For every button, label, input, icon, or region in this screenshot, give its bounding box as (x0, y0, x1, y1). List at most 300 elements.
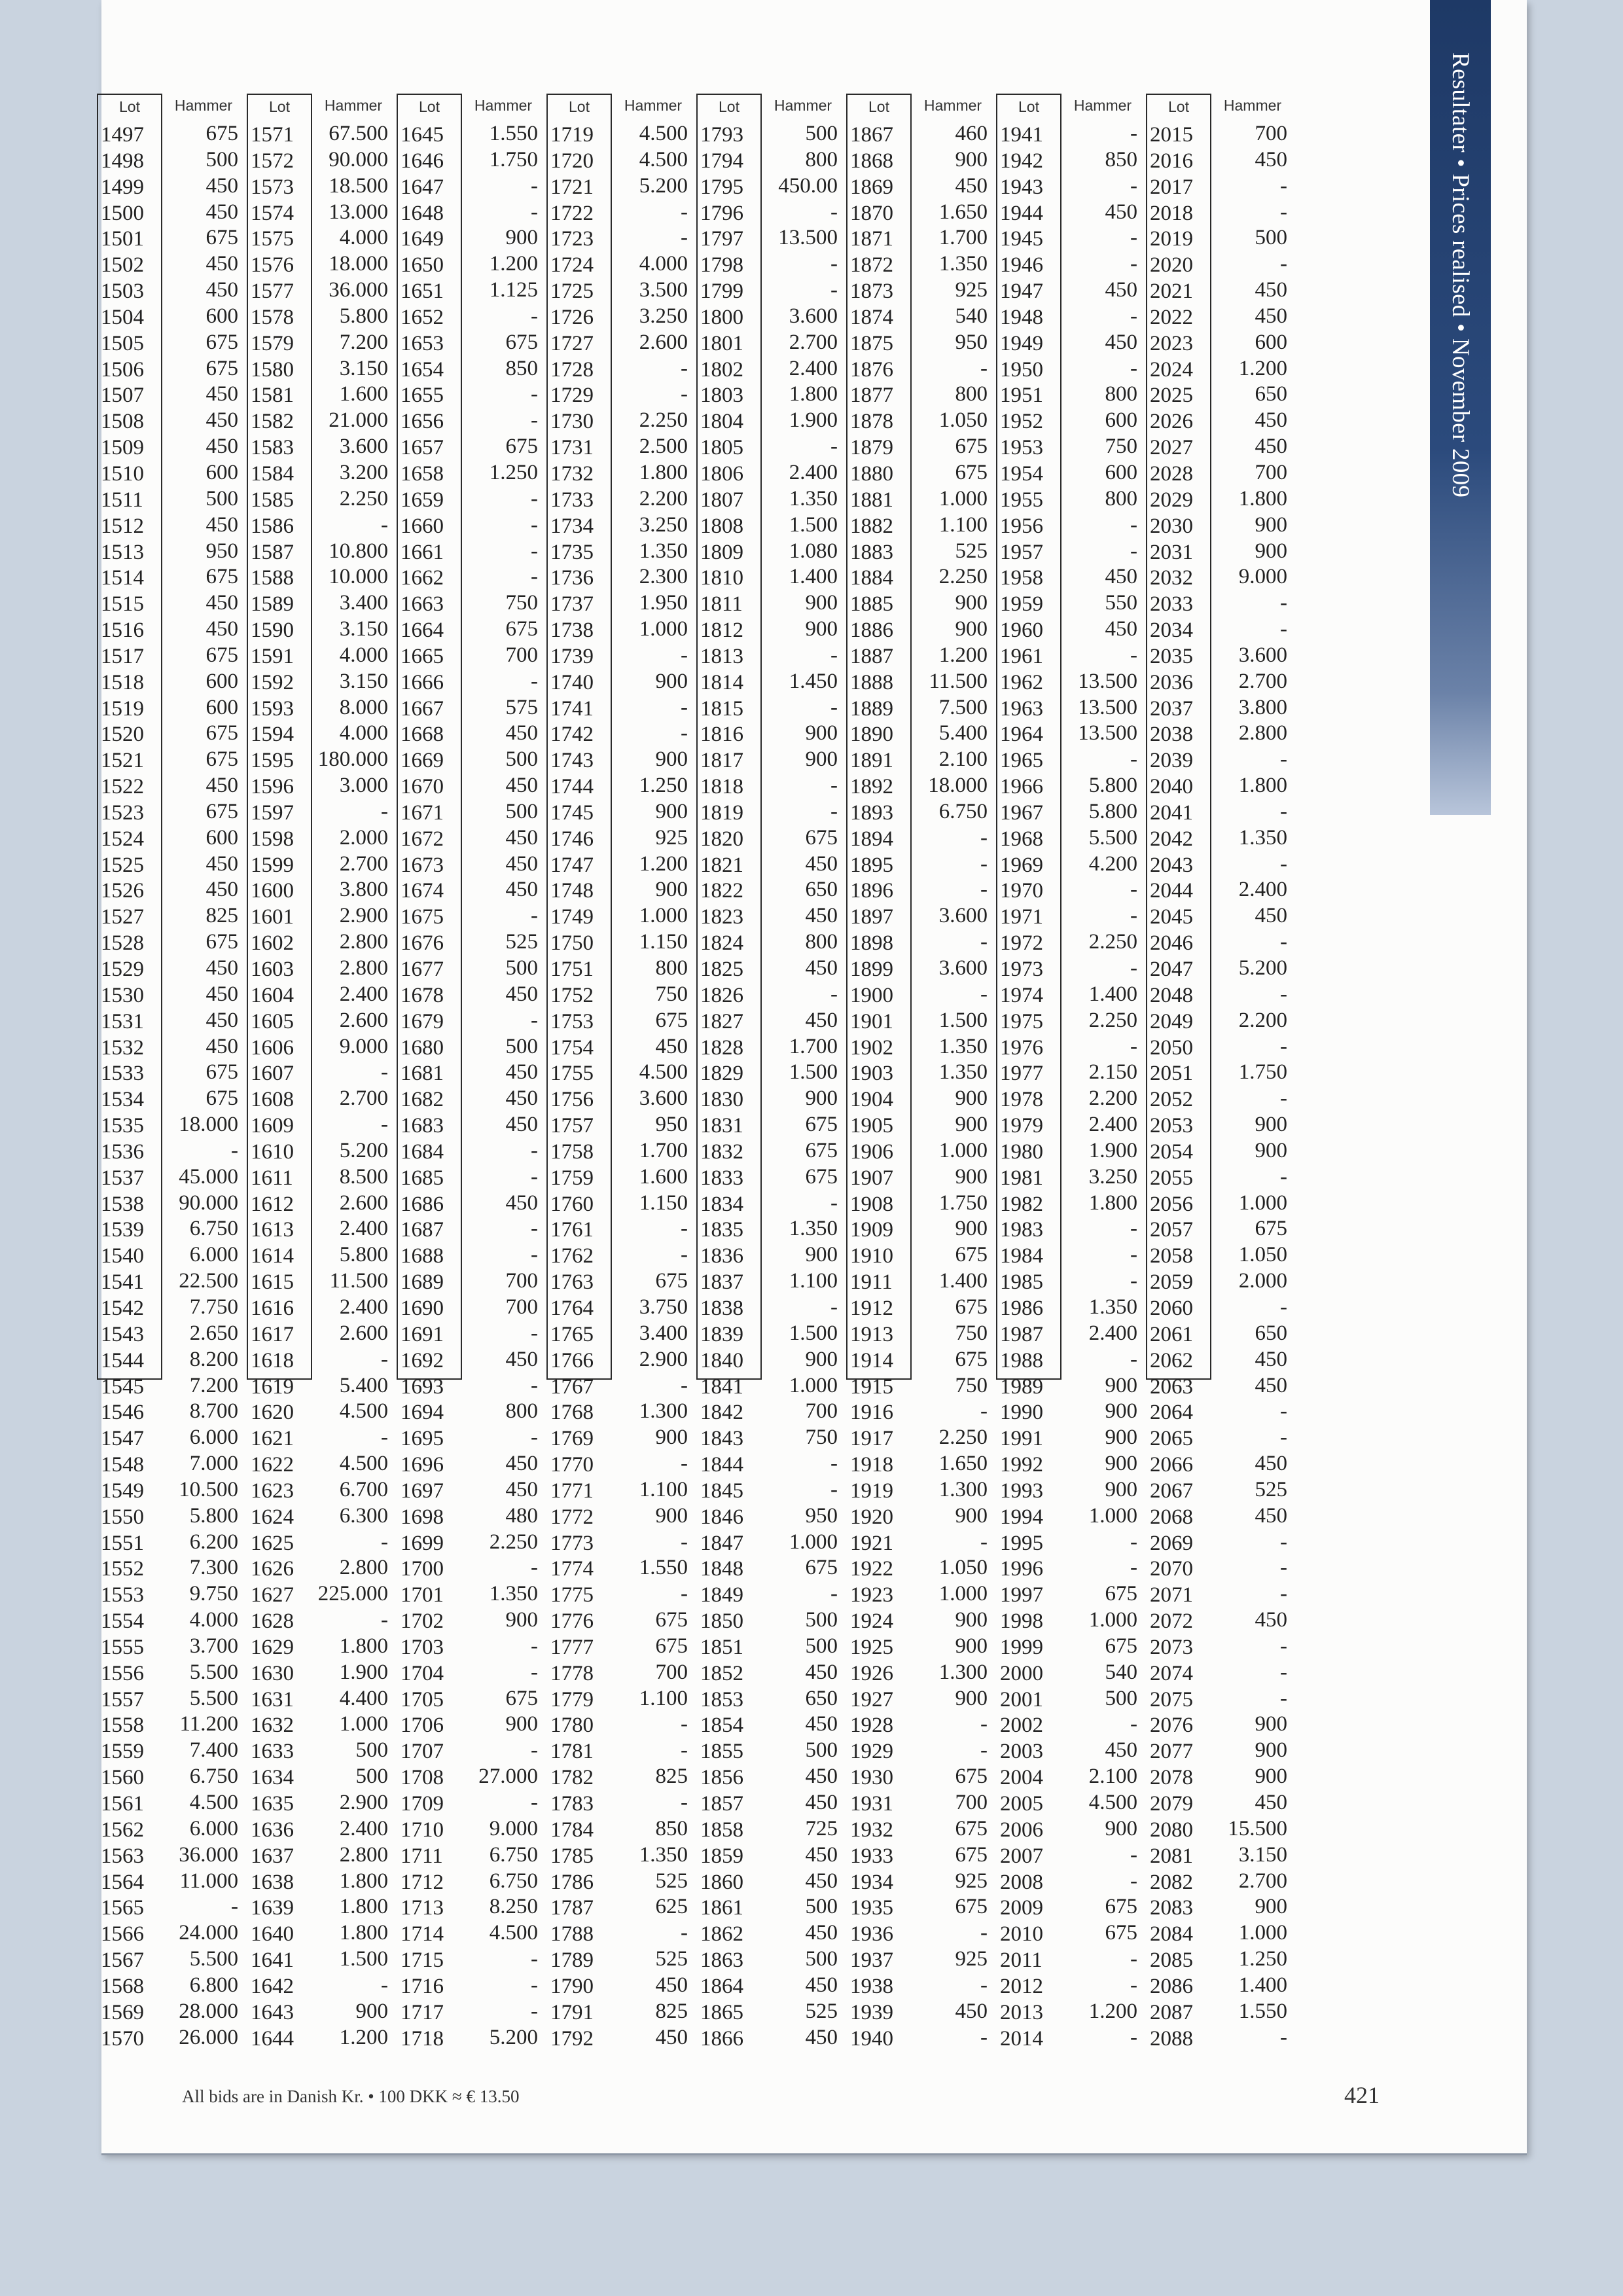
lot-number: 1913 (850, 1322, 893, 1346)
lot-number: 1556 (101, 1661, 144, 1685)
hammer-price: 900 (655, 878, 688, 902)
lot-number: 1840 (700, 1348, 743, 1372)
hammer-price: 450 (205, 1034, 238, 1058)
lot-header: Lot (1168, 98, 1189, 115)
lot-number: 1980 (1000, 1139, 1043, 1164)
hammer-price: - (980, 930, 988, 954)
hammer-price: 1.050 (1238, 1243, 1287, 1267)
hammer-price: 675 (205, 356, 238, 380)
hammer-price: 2.200 (639, 486, 688, 511)
lot-number: 1830 (700, 1088, 743, 1112)
hammer-price: 450 (205, 878, 238, 902)
hammer-price: 675 (505, 330, 538, 354)
hammer-price: 2.400 (1238, 878, 1287, 902)
hammer-price: - (1280, 1530, 1287, 1554)
hammer-price: 13.500 (778, 226, 838, 250)
hammer-price: 2.400 (1088, 1321, 1137, 1345)
hammer-price: 6.000 (189, 1816, 238, 1840)
lot-number: 1613 (251, 1218, 294, 1242)
lot-number: 2077 (1150, 1740, 1193, 1764)
hammer-price: 2.700 (1238, 1869, 1287, 1893)
hammer-price: - (980, 2025, 988, 2049)
hammer-price: 450 (805, 1973, 838, 1997)
lot-number: 1753 (550, 1009, 594, 1033)
lot-number: 1554 (101, 1609, 144, 1634)
lot-number: 1608 (251, 1088, 294, 1112)
lot-number: 2070 (1150, 1557, 1193, 1581)
lot-number: 1596 (251, 775, 294, 799)
lot-number: 1813 (700, 644, 743, 668)
lot-number: 1942 (1000, 149, 1043, 173)
hammer-price: - (1130, 1347, 1137, 1371)
hammer-price: 900 (805, 1243, 838, 1267)
lot-column (846, 94, 912, 2051)
hammer-price: 2.200 (1238, 1008, 1287, 1032)
hammer-price: 2.100 (938, 747, 988, 772)
hammer-header: Hammer (474, 97, 533, 114)
lot-number: 1681 (401, 1062, 444, 1086)
hammer-price: 2.300 (639, 565, 688, 589)
hammer-price: - (531, 486, 538, 511)
hammer-price: 3.600 (789, 304, 838, 328)
lot-number: 1697 (401, 1479, 444, 1503)
lot-column (1146, 94, 1211, 2051)
hammer-price: 1.000 (938, 1582, 988, 1606)
lot-number: 1742 (550, 723, 594, 747)
lot-number: 1789 (550, 1948, 594, 1973)
hammer-price: 500 (505, 956, 538, 980)
hammer-price: 2.500 (639, 435, 688, 459)
hammer-price: 5.200 (639, 173, 688, 198)
lot-number: 1524 (101, 827, 144, 851)
hammer-price: 6.750 (938, 799, 988, 823)
lot-number: 1812 (700, 619, 743, 643)
hammer-price: 900 (355, 1999, 388, 2023)
hammer-price: 3.250 (639, 512, 688, 537)
hammer-price: 1.900 (339, 1660, 388, 1684)
lot-number: 1770 (550, 1453, 594, 1477)
lot-number: 1689 (401, 1270, 444, 1295)
lot-number: 1507 (101, 384, 144, 408)
hammer-price: 6.750 (189, 1765, 238, 1789)
lot-number: 1864 (700, 1974, 743, 1998)
hammer-price: - (1280, 852, 1287, 876)
hammer-price: 800 (1105, 382, 1137, 406)
hammer-price: 1.750 (938, 1191, 988, 1215)
lot-number: 1878 (850, 410, 893, 434)
lot-number: 1948 (1000, 305, 1043, 329)
hammer-price: - (1280, 747, 1287, 772)
lot-number: 1934 (850, 1870, 893, 1894)
lot-number: 1643 (251, 2000, 294, 2024)
hammer-price: - (980, 852, 988, 876)
hammer-price: 450 (505, 878, 538, 902)
hammer-price: 1.400 (1088, 982, 1137, 1006)
hammer-price: 4.500 (1088, 1791, 1137, 1814)
hammer-price: 1.000 (639, 617, 688, 641)
hammer-price: 3.600 (938, 956, 988, 980)
lot-number: 1820 (700, 827, 743, 851)
hammer-price: 500 (805, 1738, 838, 1763)
lot-number: 1859 (700, 1844, 743, 1868)
hammer-price: 1.050 (938, 408, 988, 433)
hammer-price: - (830, 1477, 838, 1501)
lot-number: 1578 (251, 305, 294, 329)
hammer-price: - (681, 382, 688, 406)
hammer-price: 675 (655, 1608, 688, 1632)
lot-number: 1530 (101, 983, 144, 1007)
lot-number: 1536 (101, 1139, 144, 1164)
lot-number: 1550 (101, 1505, 144, 1529)
hammer-price: - (830, 278, 838, 302)
hammer-price: - (531, 1426, 538, 1450)
lot-number: 1884 (850, 566, 893, 590)
hammer-price: - (681, 695, 688, 719)
lot-number: 2030 (1150, 514, 1193, 538)
hammer-price: - (681, 1530, 688, 1554)
hammer-price: 675 (1105, 1582, 1137, 1606)
hammer-price: 1.400 (789, 565, 838, 589)
hammer-price: 600 (205, 304, 238, 328)
lot-number: 1558 (101, 1713, 144, 1738)
lot-number: 1545 (101, 1374, 144, 1399)
hammer-price: 900 (955, 1164, 988, 1189)
lot-number: 1635 (251, 1792, 294, 1816)
hammer-price: 1.800 (339, 1869, 388, 1893)
lot-number: 1776 (550, 1609, 594, 1634)
lot-number: 1646 (401, 149, 444, 173)
hammer-price: 450 (805, 1765, 838, 1789)
lot-number: 2082 (1150, 1870, 1193, 1894)
hammer-price: 900 (955, 147, 988, 171)
lot-number: 1705 (401, 1687, 444, 1712)
hammer-price: 1.350 (489, 1582, 538, 1606)
hammer-price: 450 (805, 1869, 838, 1893)
lot-number: 1819 (700, 800, 743, 825)
lot-number: 2012 (1000, 1974, 1043, 1998)
lot-number: 1543 (101, 1322, 144, 1346)
hammer-price: - (980, 356, 988, 380)
lot-number: 1846 (700, 1505, 743, 1529)
lot-number: 1773 (550, 1531, 594, 1555)
hammer-price: 18.000 (329, 252, 388, 276)
hammer-price: 2.100 (1088, 1765, 1137, 1789)
hammer-price: 450 (805, 852, 838, 876)
lot-number: 1881 (850, 488, 893, 512)
lot-number: 1683 (401, 1114, 444, 1138)
hammer-price: 625 (655, 1895, 688, 1919)
lot-number: 1555 (101, 1635, 144, 1659)
lot-number: 1533 (101, 1062, 144, 1086)
hammer-price: 6.750 (189, 1217, 238, 1241)
lot-number: 1946 (1000, 253, 1043, 278)
lot-number: 1842 (700, 1401, 743, 1425)
hammer-price: 950 (955, 330, 988, 354)
hammer-price: 5.800 (1088, 799, 1137, 823)
hammer-price: 1.800 (1238, 486, 1287, 511)
lot-number: 1499 (101, 175, 144, 199)
hammer-price: 600 (205, 695, 238, 719)
lot-number: 1642 (251, 1974, 294, 1998)
hammer-price: - (1130, 747, 1137, 772)
hammer-price: - (681, 1921, 688, 1945)
lot-number: 1944 (1000, 201, 1043, 225)
hammer-price: 650 (1255, 1321, 1287, 1345)
hammer-price: 675 (955, 1842, 988, 1867)
lot-number: 1623 (251, 1479, 294, 1503)
hammer-price: 1.350 (789, 1217, 838, 1241)
hammer-price: 600 (205, 460, 238, 484)
lot-number: 1888 (850, 670, 893, 694)
hammer-price: 450 (955, 173, 988, 198)
hammer-price: - (531, 1243, 538, 1267)
hammer-price: - (531, 1738, 538, 1763)
hammer-price: 3.400 (339, 591, 388, 615)
hammer-price: 450 (205, 591, 238, 615)
hammer-price: - (681, 643, 688, 667)
hammer-price: - (531, 565, 538, 589)
lot-number: 1498 (101, 149, 144, 173)
lot-number: 1612 (251, 1192, 294, 1216)
hammer-price: 675 (655, 1634, 688, 1658)
hammer-price: 850 (1105, 147, 1137, 171)
lot-number: 1777 (550, 1635, 594, 1659)
lot-number: 2056 (1150, 1192, 1193, 1216)
hammer-price: 450 (505, 1191, 538, 1215)
hammer-price: - (381, 799, 388, 823)
lot-number: 1698 (401, 1505, 444, 1529)
hammer-price: 6.300 (339, 1503, 388, 1528)
hammer-column (1214, 94, 1291, 2049)
hammer-price: 5.200 (339, 1138, 388, 1162)
lot-number: 1827 (700, 1009, 743, 1033)
lot-number: 1664 (401, 619, 444, 643)
hammer-price: 450 (205, 956, 238, 980)
lot-number: 2067 (1150, 1479, 1193, 1503)
lot-number: 1929 (850, 1740, 893, 1764)
hammer-price: 900 (955, 617, 988, 641)
lot-number: 1744 (550, 775, 594, 799)
hammer-price: - (1280, 930, 1287, 954)
lot-column (247, 94, 312, 2051)
lot-number: 1939 (850, 2000, 893, 2024)
hammer-price: 1.450 (789, 669, 838, 693)
lot-number: 1920 (850, 1505, 893, 1529)
lot-number: 2044 (1150, 879, 1193, 903)
hammer-price: 1.300 (938, 1477, 988, 1501)
hammer-price: - (531, 1999, 538, 2023)
hammer-price: 450 (205, 173, 238, 198)
hammer-price: - (681, 1582, 688, 1606)
hammer-price: 450 (505, 825, 538, 850)
lot-number: 1764 (550, 1296, 594, 1320)
hammer-price: 4.400 (339, 1686, 388, 1710)
lot-number: 1644 (251, 2026, 294, 2051)
hammer-price: 900 (1105, 1452, 1137, 1476)
hammer-price: 900 (1255, 1712, 1287, 1736)
lot-number: 1955 (1000, 488, 1043, 512)
hammer-price: 7.500 (938, 695, 988, 719)
hammer-price: 450 (1105, 565, 1137, 589)
hammer-price: 1.200 (938, 643, 988, 667)
lot-number: 1638 (251, 1870, 294, 1894)
hammer-price: 650 (805, 878, 838, 902)
lot-number: 1725 (550, 279, 594, 304)
hammer-price: 1.500 (938, 1008, 988, 1032)
hammer-price: - (531, 1556, 538, 1580)
lot-number: 1915 (850, 1374, 893, 1399)
lot-number: 2049 (1150, 1009, 1193, 1033)
lot-number: 1935 (850, 1896, 893, 1920)
lot-number: 1636 (251, 1818, 294, 1842)
hammer-price: 480 (505, 1503, 538, 1528)
hammer-price: - (681, 356, 688, 380)
hammer-price: 450 (205, 774, 238, 798)
lot-number: 1685 (401, 1166, 444, 1190)
hammer-price: - (531, 1791, 538, 1814)
hammer-price: 2.900 (639, 1347, 688, 1371)
hammer-price: 5.500 (189, 1947, 238, 1971)
lot-number: 2009 (1000, 1896, 1043, 1920)
hammer-price: 6.700 (339, 1477, 388, 1501)
lot-number: 1607 (251, 1062, 294, 1086)
hammer-price: 900 (1255, 1113, 1287, 1137)
hammer-price: 500 (805, 122, 838, 145)
hammer-price: 8.500 (339, 1164, 388, 1189)
lot-number: 1810 (700, 566, 743, 590)
lot-number: 1937 (850, 1948, 893, 1973)
hammer-price: 1.000 (789, 1530, 838, 1554)
lot-number: 1951 (1000, 384, 1043, 408)
lot-number: 1855 (700, 1740, 743, 1764)
hammer-price: 450 (205, 852, 238, 876)
hammer-price: 2.700 (339, 1086, 388, 1111)
lot-number: 1703 (401, 1635, 444, 1659)
lot-number: 1520 (101, 723, 144, 747)
lot-number: 1756 (550, 1088, 594, 1112)
hammer-price: 950 (655, 1113, 688, 1137)
lot-number: 1529 (101, 958, 144, 981)
lot-number: 1938 (850, 1974, 893, 1998)
lot-number: 1917 (850, 1427, 893, 1451)
lot-number: 1542 (101, 1296, 144, 1320)
lot-number: 1605 (251, 1009, 294, 1033)
lot-number: 1754 (550, 1035, 594, 1060)
lot-number: 1867 (850, 123, 893, 147)
hammer-price: - (1130, 956, 1137, 980)
lot-number: 1803 (700, 384, 743, 408)
lot-number: 2078 (1150, 1766, 1193, 1790)
lot-number: 1816 (700, 723, 743, 747)
lot-number: 1677 (401, 958, 444, 981)
lot-number: 1747 (550, 853, 594, 877)
lot-column (546, 94, 612, 2051)
lot-number: 1547 (101, 1427, 144, 1451)
hammer-price: 450 (505, 982, 538, 1006)
lot-number: 1845 (700, 1479, 743, 1503)
lot-number: 1796 (700, 201, 743, 225)
hammer-price: 5.800 (189, 1503, 238, 1528)
hammer-price: - (1130, 1947, 1137, 1971)
lot-number: 1606 (251, 1035, 294, 1060)
hammer-price: 9.750 (189, 1582, 238, 1606)
lot-number: 1847 (700, 1531, 743, 1555)
hammer-price: 36.000 (179, 1842, 238, 1867)
hammer-price: 3.400 (639, 1321, 688, 1345)
hammer-price: - (1130, 122, 1137, 145)
lot-number: 2076 (1150, 1713, 1193, 1738)
hammer-price: 900 (1105, 1477, 1137, 1501)
hammer-price: 675 (805, 1164, 838, 1189)
hammer-price: 2.400 (789, 356, 838, 380)
lot-number: 2068 (1150, 1505, 1193, 1529)
lot-number: 1579 (251, 331, 294, 355)
hammer-price: 450 (1105, 1738, 1137, 1763)
lot-number: 1861 (700, 1896, 743, 1920)
hammer-price: 5.800 (1088, 774, 1137, 798)
hammer-price: 1.400 (1238, 1973, 1287, 1997)
lot-number: 1540 (101, 1244, 144, 1268)
hammer-price: 450 (1105, 617, 1137, 641)
hammer-price: 525 (655, 1947, 688, 1971)
lot-number: 2025 (1150, 384, 1193, 408)
lot-number: 1873 (850, 279, 893, 304)
lot-number: 1702 (401, 1609, 444, 1634)
lot-number: 2062 (1150, 1348, 1193, 1372)
hammer-price: - (381, 1347, 388, 1371)
lot-number: 1850 (700, 1609, 743, 1634)
hammer-price: 925 (955, 1947, 988, 1971)
lot-number: 1885 (850, 592, 893, 617)
hammer-price: 4.500 (189, 1791, 238, 1814)
hammer-price: 2.400 (339, 1217, 388, 1241)
lot-number: 1665 (401, 644, 444, 668)
hammer-price: - (231, 1138, 238, 1162)
hammer-price: 800 (805, 147, 838, 171)
lot-number: 2079 (1150, 1792, 1193, 1816)
lot-number: 2040 (1150, 775, 1193, 799)
lot-number: 1832 (700, 1139, 743, 1164)
hammer-price: 1.000 (789, 1373, 838, 1397)
hammer-price: - (381, 1113, 388, 1137)
lot-number: 1869 (850, 175, 893, 199)
lot-number: 1953 (1000, 436, 1043, 460)
lot-number: 2081 (1150, 1844, 1193, 1868)
lot-number: 1497 (101, 123, 144, 147)
hammer-price: 1.350 (938, 1034, 988, 1058)
sidebar-title: Resultater • Prices realised • November 2009 (1447, 52, 1474, 498)
hammer-price: 2.800 (339, 1556, 388, 1580)
hammer-price: 1.600 (639, 1164, 688, 1189)
lot-number: 1958 (1000, 566, 1043, 590)
hammer-price: 2.000 (339, 825, 388, 850)
lot-number: 2000 (1000, 1661, 1043, 1685)
lot-number: 2055 (1150, 1166, 1193, 1190)
lot-number: 1922 (850, 1557, 893, 1581)
lot-number: 1932 (850, 1818, 893, 1842)
lot-number: 1626 (251, 1557, 294, 1581)
hammer-price: 3.150 (339, 356, 388, 380)
hammer-price: 4.200 (1088, 852, 1137, 876)
hammer-price: 45.000 (179, 1164, 238, 1189)
lot-number: 1784 (550, 1818, 594, 1842)
lot-number: 1911 (850, 1270, 893, 1295)
lot-number: 1561 (101, 1792, 144, 1816)
hammer-price: 11.000 (179, 1869, 238, 1893)
lot-number: 1972 (1000, 931, 1043, 956)
hammer-price: 5.800 (339, 304, 388, 328)
lot-number: 1594 (251, 723, 294, 747)
